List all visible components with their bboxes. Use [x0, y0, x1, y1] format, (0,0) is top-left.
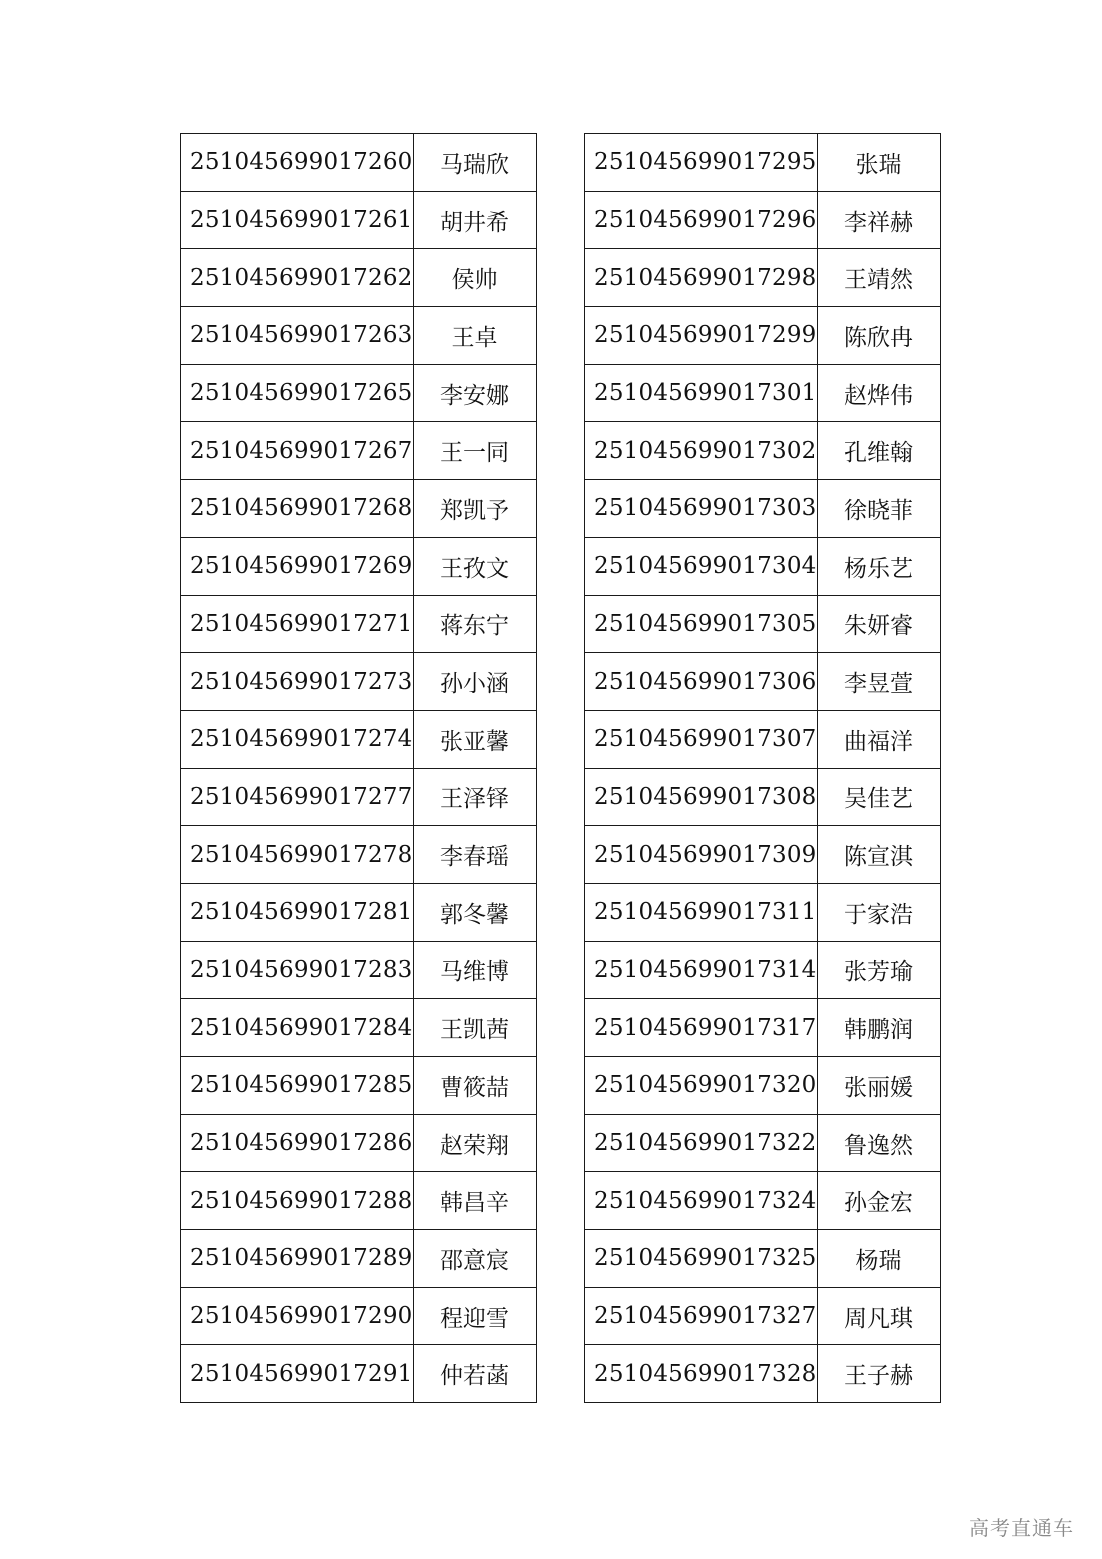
candidate-table-left: [180, 133, 537, 1403]
table-row: [585, 134, 941, 192]
candidate-name-cell: 孙小涵: [413, 653, 536, 711]
candidate-id-cell: 251045699017327: [585, 1287, 818, 1345]
candidate-name-cell: 于家浩: [817, 883, 940, 941]
candidate-id-cell: 251045699017290: [181, 1287, 414, 1345]
candidate-id-cell: 251045699017288: [181, 1172, 414, 1230]
candidate-id-cell: 251045699017309: [585, 826, 818, 884]
candidate-name-cell: 郭冬馨: [413, 883, 536, 941]
candidate-id-cell: 251045699017285: [181, 1057, 414, 1115]
table-row: [585, 480, 941, 538]
candidate-id-cell: 251045699017281: [181, 883, 414, 941]
candidate-name-cell: 张瑞: [817, 134, 940, 192]
candidate-id-cell: 251045699017291: [181, 1345, 414, 1403]
candidate-id-cell: 251045699017325: [585, 1230, 818, 1288]
candidate-id-cell: 251045699017320: [585, 1057, 818, 1115]
table-row: [181, 191, 537, 249]
candidate-id-cell: 251045699017284: [181, 999, 414, 1057]
candidate-name-cell: 韩昌辛: [413, 1172, 536, 1230]
candidate-id-cell: 251045699017311: [585, 883, 818, 941]
candidate-name-cell: 王一同: [413, 422, 536, 480]
candidate-name-cell: 赵荣翔: [413, 1114, 536, 1172]
table-row: [181, 134, 537, 192]
table-row: [585, 537, 941, 595]
table-row: [585, 710, 941, 768]
candidate-id-cell: 251045699017274: [181, 710, 414, 768]
table-row: [585, 653, 941, 711]
candidate-name-cell: 邵意宸: [413, 1230, 536, 1288]
candidate-id-cell: 251045699017262: [181, 249, 414, 307]
table-row: [585, 249, 941, 307]
table-row: [181, 1345, 537, 1403]
candidate-id-cell: 251045699017303: [585, 480, 818, 538]
candidate-id-cell: 251045699017301: [585, 364, 818, 422]
table-row: [181, 1057, 537, 1115]
candidate-name-cell: 吴佳艺: [817, 768, 940, 826]
candidate-name-cell: 李祥赫: [817, 191, 940, 249]
candidate-name-cell: 王子赫: [817, 1345, 940, 1403]
candidate-name-cell: 张丽媛: [817, 1057, 940, 1115]
table-row: [585, 1230, 941, 1288]
candidate-name-cell: 韩鹏润: [817, 999, 940, 1057]
candidate-name-cell: 杨瑞: [817, 1230, 940, 1288]
candidate-id-cell: 251045699017296: [585, 191, 818, 249]
table-row: [181, 249, 537, 307]
candidate-name-cell: 徐晓菲: [817, 480, 940, 538]
table-row: [181, 1287, 537, 1345]
table-row: [181, 364, 537, 422]
table-row: [585, 999, 941, 1057]
candidate-id-cell: 251045699017308: [585, 768, 818, 826]
candidate-name-cell: 陈欣冉: [817, 307, 940, 365]
candidate-name-cell: 胡井希: [413, 191, 536, 249]
candidate-id-cell: 251045699017286: [181, 1114, 414, 1172]
candidate-id-cell: 251045699017302: [585, 422, 818, 480]
table-row: [181, 1230, 537, 1288]
candidate-name-cell: 王凯茜: [413, 999, 536, 1057]
candidate-name-cell: 曹筱喆: [413, 1057, 536, 1115]
candidate-id-cell: 251045699017277: [181, 768, 414, 826]
candidate-name-cell: 张亚馨: [413, 710, 536, 768]
table-row: [181, 480, 537, 538]
candidate-name-cell: 周凡琪: [817, 1287, 940, 1345]
table-row: [585, 768, 941, 826]
candidate-table-right-body: [585, 134, 941, 1403]
candidate-name-cell: 鲁逸然: [817, 1114, 940, 1172]
candidate-id-cell: 251045699017305: [585, 595, 818, 653]
candidate-name-cell: 张芳瑜: [817, 941, 940, 999]
candidate-id-cell: 251045699017328: [585, 1345, 818, 1403]
candidate-name-cell: 王靖然: [817, 249, 940, 307]
watermark-text: 高考直通车: [969, 1516, 1074, 1540]
table-row: [585, 191, 941, 249]
table-row: [585, 1114, 941, 1172]
table-row: [181, 537, 537, 595]
candidate-table-left-body: [181, 134, 537, 1403]
table-row: [585, 422, 941, 480]
table-row: [585, 1287, 941, 1345]
candidate-name-cell: 曲福洋: [817, 710, 940, 768]
candidate-id-cell: 251045699017283: [181, 941, 414, 999]
candidate-name-cell: 孙金宏: [817, 1172, 940, 1230]
table-row: [585, 364, 941, 422]
table-row: [181, 653, 537, 711]
candidate-id-cell: 251045699017322: [585, 1114, 818, 1172]
candidate-name-cell: 程迎雪: [413, 1287, 536, 1345]
candidate-id-cell: 251045699017307: [585, 710, 818, 768]
table-row: [585, 307, 941, 365]
candidate-name-cell: 郑凯予: [413, 480, 536, 538]
candidate-id-cell: 251045699017317: [585, 999, 818, 1057]
candidate-table-right: [584, 133, 941, 1403]
table-row: [181, 422, 537, 480]
candidate-id-cell: 251045699017265: [181, 364, 414, 422]
candidate-name-cell: 赵烨伟: [817, 364, 940, 422]
table-row: [585, 1172, 941, 1230]
candidate-name-cell: 杨乐艺: [817, 537, 940, 595]
table-row: [181, 710, 537, 768]
candidate-id-cell: 251045699017304: [585, 537, 818, 595]
table-row: [181, 999, 537, 1057]
candidate-id-cell: 251045699017298: [585, 249, 818, 307]
candidate-id-cell: 251045699017273: [181, 653, 414, 711]
table-row: [181, 1114, 537, 1172]
candidate-name-cell: 蒋东宁: [413, 595, 536, 653]
candidate-id-cell: 251045699017260: [181, 134, 414, 192]
table-row: [585, 883, 941, 941]
candidate-name-cell: 马瑞欣: [413, 134, 536, 192]
candidate-name-cell: 李昱萱: [817, 653, 940, 711]
candidate-id-cell: 251045699017289: [181, 1230, 414, 1288]
table-row: [585, 941, 941, 999]
table-row: [585, 1345, 941, 1403]
table-row: [585, 595, 941, 653]
candidate-name-cell: 陈宣淇: [817, 826, 940, 884]
table-row: [181, 883, 537, 941]
candidate-name-cell: 孔维翰: [817, 422, 940, 480]
candidate-name-cell: 王卓: [413, 307, 536, 365]
candidate-name-cell: 侯帅: [413, 249, 536, 307]
candidate-id-cell: 251045699017295: [585, 134, 818, 192]
candidate-name-cell: 王泽铎: [413, 768, 536, 826]
table-row: [181, 941, 537, 999]
candidate-id-cell: 251045699017271: [181, 595, 414, 653]
table-row: [181, 595, 537, 653]
candidate-id-cell: 251045699017306: [585, 653, 818, 711]
candidate-id-cell: 251045699017268: [181, 480, 414, 538]
candidate-name-cell: 王孜文: [413, 537, 536, 595]
candidate-name-cell: 李春瑶: [413, 826, 536, 884]
table-row: [585, 1057, 941, 1115]
candidate-id-cell: 251045699017278: [181, 826, 414, 884]
table-row: [585, 826, 941, 884]
candidate-name-cell: 朱妍睿: [817, 595, 940, 653]
candidate-id-cell: 251045699017269: [181, 537, 414, 595]
table-row: [181, 826, 537, 884]
table-row: [181, 768, 537, 826]
table-row: [181, 1172, 537, 1230]
candidate-id-cell: 251045699017263: [181, 307, 414, 365]
candidate-id-cell: 251045699017267: [181, 422, 414, 480]
candidate-name-cell: 李安娜: [413, 364, 536, 422]
candidate-id-cell: 251045699017324: [585, 1172, 818, 1230]
candidate-id-cell: 251045699017261: [181, 191, 414, 249]
candidate-name-cell: 仲若菡: [413, 1345, 536, 1403]
candidate-name-cell: 马维博: [413, 941, 536, 999]
candidate-id-cell: 251045699017299: [585, 307, 818, 365]
table-row: [181, 307, 537, 365]
candidate-id-cell: 251045699017314: [585, 941, 818, 999]
